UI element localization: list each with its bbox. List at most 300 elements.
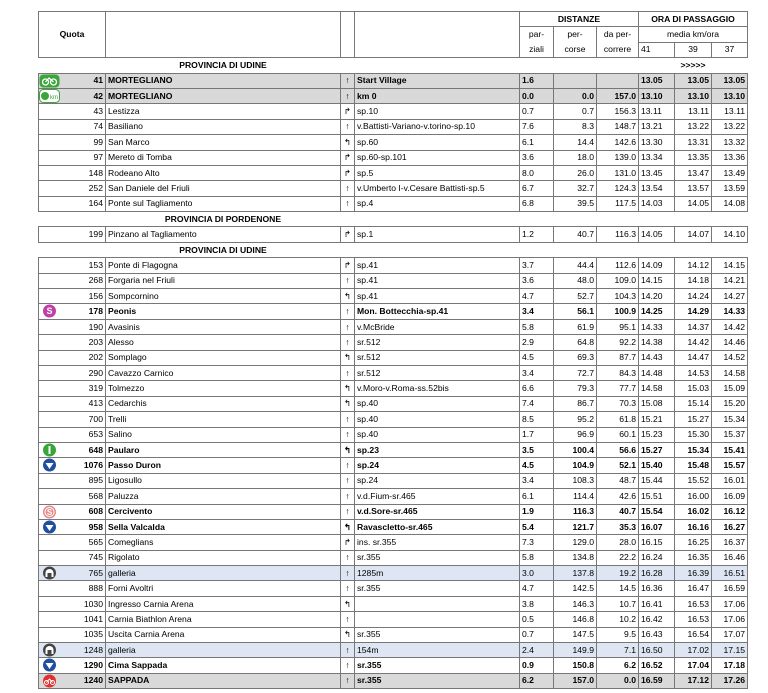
remaining-distance: 131.0 xyxy=(597,165,639,180)
road: sp.24 xyxy=(355,458,520,473)
route-row xyxy=(39,196,748,211)
route-row xyxy=(39,596,748,611)
icon-cell xyxy=(39,150,67,165)
covered-distance: 95.2 xyxy=(554,412,597,427)
remaining-distance: 77.7 xyxy=(597,381,639,396)
locality: Pinzano al Tagliamento xyxy=(106,227,341,242)
direction-icon: ↱ xyxy=(341,258,355,273)
altitude: 565 xyxy=(67,535,106,550)
road: sp.60 xyxy=(355,135,520,150)
direction-icon: ↑ xyxy=(341,473,355,488)
remaining-distance: 60.1 xyxy=(597,427,639,442)
direction-icon: ↱ xyxy=(341,165,355,180)
altitude: 1035 xyxy=(67,627,106,642)
icon-cell xyxy=(39,581,67,596)
locality: Mereto di Tomba xyxy=(106,150,341,165)
dapercorrere-header-2: correre xyxy=(597,42,639,57)
altitude: 608 xyxy=(67,504,106,519)
altitude: 568 xyxy=(67,489,106,504)
road: sr.512 xyxy=(355,350,520,365)
locality: Alesso xyxy=(106,335,341,350)
partial-distance: 3.4 xyxy=(520,304,554,319)
road: sp.1 xyxy=(355,227,520,242)
locality: Paluzza xyxy=(106,489,341,504)
locality: galleria xyxy=(106,643,341,658)
time-37: 16.09 xyxy=(712,489,748,504)
time-41: 14.09 xyxy=(639,258,675,273)
locality: Forni Avoltri xyxy=(106,581,341,596)
locality: Sompcornino xyxy=(106,289,341,304)
time-39: 14.37 xyxy=(675,319,712,334)
icon-cell xyxy=(39,135,67,150)
time-37: 16.51 xyxy=(712,566,748,581)
time-41: 14.58 xyxy=(639,381,675,396)
remaining-distance: 92.2 xyxy=(597,335,639,350)
locality: San Daniele del Friuli xyxy=(106,181,341,196)
direction-icon: ↑ xyxy=(341,673,355,688)
time-37: 13.32 xyxy=(712,135,748,150)
time-41: 15.51 xyxy=(639,489,675,504)
locality: Carnia Biathlon Arena xyxy=(106,612,341,627)
locality: Ingresso Carnia Arena xyxy=(106,596,341,611)
covered-distance: 129.0 xyxy=(554,535,597,550)
covered-distance: 8.3 xyxy=(554,119,597,134)
time-39: 15.03 xyxy=(675,381,712,396)
time-37: 14.42 xyxy=(712,319,748,334)
time-37: 14.21 xyxy=(712,273,748,288)
altitude: 43 xyxy=(67,104,106,119)
partial-distance: 5.8 xyxy=(520,319,554,334)
road: v.Battisti-Variano-v.torino-sp.10 xyxy=(355,119,520,134)
partial-distance: 6.7 xyxy=(520,181,554,196)
locality: Tolmezzo xyxy=(106,381,341,396)
remaining-distance: 14.5 xyxy=(597,581,639,596)
icon-cell xyxy=(39,273,67,288)
time-37: 14.46 xyxy=(712,335,748,350)
direction-icon: ↱ xyxy=(341,535,355,550)
time-37: 15.34 xyxy=(712,412,748,427)
time-41: 16.28 xyxy=(639,566,675,581)
covered-distance: 52.7 xyxy=(554,289,597,304)
route-row xyxy=(39,581,748,596)
dapercorrere-header-1: da per- xyxy=(597,27,639,42)
time-37: 17.18 xyxy=(712,658,748,673)
province-row xyxy=(39,242,748,257)
remaining-distance: 42.6 xyxy=(597,489,639,504)
remaining-distance: 142.6 xyxy=(597,135,639,150)
province-empty xyxy=(341,212,520,227)
covered-distance: 100.4 xyxy=(554,442,597,457)
time-37: 15.57 xyxy=(712,458,748,473)
time-39: 14.47 xyxy=(675,350,712,365)
remaining-distance: 95.1 xyxy=(597,319,639,334)
time-37: 13.49 xyxy=(712,165,748,180)
direction-arrows xyxy=(639,242,748,257)
route-row xyxy=(39,73,748,88)
time-37: 16.59 xyxy=(712,581,748,596)
locality: Trelli xyxy=(106,412,341,427)
road: sp.10 xyxy=(355,104,520,119)
partial-distance: 0.7 xyxy=(520,627,554,642)
time-39: 16.53 xyxy=(675,612,712,627)
time-37: 13.59 xyxy=(712,181,748,196)
route-row xyxy=(39,135,748,150)
altitude: 895 xyxy=(67,473,106,488)
time-39: 14.24 xyxy=(675,289,712,304)
covered-distance: 108.3 xyxy=(554,473,597,488)
partial-distance: 5.4 xyxy=(520,519,554,534)
direction-icon: ↑ xyxy=(341,273,355,288)
road: v.d.Fium-sr.465 xyxy=(355,489,520,504)
direction-icon: ↰ xyxy=(341,381,355,396)
locality: Salino xyxy=(106,427,341,442)
time-37: 17.07 xyxy=(712,627,748,642)
time-41: 14.33 xyxy=(639,319,675,334)
locality: Ponte sul Tagliamento xyxy=(106,196,341,211)
province-name: PROVINCIA DI UDINE xyxy=(106,58,341,73)
road: 154m xyxy=(355,643,520,658)
altitude: 888 xyxy=(67,581,106,596)
covered-distance: 147.5 xyxy=(554,627,597,642)
altitude: 41 xyxy=(67,73,106,88)
time-39: 13.31 xyxy=(675,135,712,150)
time-41: 16.42 xyxy=(639,612,675,627)
route-row xyxy=(39,289,748,304)
covered-distance: 114.4 xyxy=(554,489,597,504)
speed-37-header: 37 xyxy=(712,42,748,57)
start-icon xyxy=(39,74,60,88)
partial-distance: 6.2 xyxy=(520,673,554,688)
remaining-distance: 61.8 xyxy=(597,412,639,427)
time-41: 15.27 xyxy=(639,442,675,457)
partial-distance: 6.1 xyxy=(520,489,554,504)
covered-distance: 142.5 xyxy=(554,581,597,596)
time-41: 14.43 xyxy=(639,350,675,365)
speed-41-header: 41 xyxy=(639,42,675,57)
road: v.Umberto I-v.Cesare Battisti-sp.5 xyxy=(355,181,520,196)
time-41: 13.45 xyxy=(639,165,675,180)
time-39: 13.22 xyxy=(675,119,712,134)
covered-distance: 137.8 xyxy=(554,566,597,581)
tunnel-icon xyxy=(39,643,60,657)
partial-distance: 2.9 xyxy=(520,335,554,350)
remaining-distance: 84.3 xyxy=(597,365,639,380)
time-41: 16.36 xyxy=(639,581,675,596)
partial-distance: 0.7 xyxy=(520,104,554,119)
remaining-distance: 156.3 xyxy=(597,104,639,119)
remaining-distance: 6.2 xyxy=(597,658,639,673)
route-row xyxy=(39,458,748,473)
route-row xyxy=(39,673,748,688)
route-row xyxy=(39,350,748,365)
direction-icon: ↑ xyxy=(341,365,355,380)
remaining-distance: 52.1 xyxy=(597,458,639,473)
time-39: 14.18 xyxy=(675,273,712,288)
time-41: 14.25 xyxy=(639,304,675,319)
partial-distance: 6.1 xyxy=(520,135,554,150)
direction-icon: ↰ xyxy=(341,350,355,365)
altitude: 958 xyxy=(67,519,106,534)
time-37: 16.37 xyxy=(712,535,748,550)
partial-distance: 1.7 xyxy=(520,427,554,442)
time-39: 13.57 xyxy=(675,181,712,196)
locality: Ponte di Flagogna xyxy=(106,258,341,273)
route-table xyxy=(38,11,748,689)
province-empty xyxy=(39,58,106,73)
direction-icon: ↑ xyxy=(341,658,355,673)
time-37: 15.41 xyxy=(712,442,748,457)
direction-icon: ↑ xyxy=(341,88,355,103)
partial-distance: 0.9 xyxy=(520,658,554,673)
direction-icon: ↑ xyxy=(341,566,355,581)
direction-icon: ↑ xyxy=(341,612,355,627)
altitude: 202 xyxy=(67,350,106,365)
altitude: 97 xyxy=(67,150,106,165)
icon-cell xyxy=(39,119,67,134)
time-39: 13.10 xyxy=(675,88,712,103)
partial-distance: 0.0 xyxy=(520,88,554,103)
gpm3-icon xyxy=(39,658,60,672)
speed-39-header: 39 xyxy=(675,42,712,57)
icon-cell xyxy=(39,596,67,611)
remaining-distance: 109.0 xyxy=(597,273,639,288)
time-41: 16.43 xyxy=(639,627,675,642)
time-41: 15.23 xyxy=(639,427,675,442)
time-41: 13.05 xyxy=(639,73,675,88)
ora-header: ORA DI PASSAGGIO xyxy=(639,12,748,27)
icon-cell xyxy=(39,365,67,380)
remaining-distance: 112.6 xyxy=(597,258,639,273)
altitude: 156 xyxy=(67,289,106,304)
route-row xyxy=(39,643,748,658)
altitude: 252 xyxy=(67,181,106,196)
time-41: 13.21 xyxy=(639,119,675,134)
route-row xyxy=(39,165,748,180)
percorse-header-2: corse xyxy=(554,42,597,57)
province-empty xyxy=(520,58,639,73)
road xyxy=(355,612,520,627)
covered-distance: 104.9 xyxy=(554,458,597,473)
route-row xyxy=(39,550,748,565)
road: sp.4 xyxy=(355,196,520,211)
time-39: 16.35 xyxy=(675,550,712,565)
remaining-distance: 0.0 xyxy=(597,673,639,688)
altitude: 1240 xyxy=(67,673,106,688)
icon-cell xyxy=(39,289,67,304)
time-37: 13.10 xyxy=(712,88,748,103)
direction-icon: ↑ xyxy=(341,181,355,196)
time-39: 15.14 xyxy=(675,396,712,411)
time-39: 14.42 xyxy=(675,335,712,350)
altitude: 1290 xyxy=(67,658,106,673)
partial-distance: 3.7 xyxy=(520,258,554,273)
tunnel-icon xyxy=(39,566,60,580)
time-37: 17.15 xyxy=(712,643,748,658)
time-39: 17.04 xyxy=(675,658,712,673)
partial-distance: 3.6 xyxy=(520,273,554,288)
time-41: 14.20 xyxy=(639,289,675,304)
road: sp.41 xyxy=(355,289,520,304)
time-41: 16.59 xyxy=(639,673,675,688)
finish-icon xyxy=(39,674,60,688)
time-37: 13.36 xyxy=(712,150,748,165)
direction-icon: ↱ xyxy=(341,104,355,119)
remaining-distance: 19.2 xyxy=(597,566,639,581)
time-41: 15.40 xyxy=(639,458,675,473)
icon-cell xyxy=(39,335,67,350)
covered-distance: 157.0 xyxy=(554,673,597,688)
time-41: 13.34 xyxy=(639,150,675,165)
time-39: 14.53 xyxy=(675,365,712,380)
partial-distance: 6.6 xyxy=(520,381,554,396)
direction-icon: ↑ xyxy=(341,119,355,134)
road xyxy=(355,596,520,611)
altitude: 765 xyxy=(67,566,106,581)
altitude: 1041 xyxy=(67,612,106,627)
route-row xyxy=(39,427,748,442)
covered-distance: 96.9 xyxy=(554,427,597,442)
remaining-distance: 104.3 xyxy=(597,289,639,304)
route-row xyxy=(39,319,748,334)
locality: MORTEGLIANO xyxy=(106,73,341,88)
covered-distance: 79.3 xyxy=(554,381,597,396)
time-37: 16.12 xyxy=(712,504,748,519)
remaining-distance: 157.0 xyxy=(597,88,639,103)
route-row xyxy=(39,627,748,642)
covered-distance: 32.7 xyxy=(554,181,597,196)
route-row xyxy=(39,104,748,119)
province-empty xyxy=(520,242,639,257)
parziali-header-1: par- xyxy=(520,27,554,42)
time-37: 17.06 xyxy=(712,612,748,627)
partial-distance: 7.4 xyxy=(520,396,554,411)
road: sp.40 xyxy=(355,412,520,427)
remaining-distance: 56.6 xyxy=(597,442,639,457)
province-name: PROVINCIA DI UDINE xyxy=(106,242,341,257)
route-row xyxy=(39,335,748,350)
partial-distance: 1.6 xyxy=(520,73,554,88)
time-39: 16.25 xyxy=(675,535,712,550)
time-37: 14.27 xyxy=(712,289,748,304)
remaining-distance: 87.7 xyxy=(597,350,639,365)
partial-distance: 0.5 xyxy=(520,612,554,627)
province-empty xyxy=(39,242,106,257)
covered-distance: 86.7 xyxy=(554,396,597,411)
time-37: 15.37 xyxy=(712,427,748,442)
covered-distance: 64.8 xyxy=(554,335,597,350)
locality: Lestizza xyxy=(106,104,341,119)
covered-distance: 0.7 xyxy=(554,104,597,119)
remaining-distance: 22.2 xyxy=(597,550,639,565)
icon-cell xyxy=(39,489,67,504)
time-37: 13.22 xyxy=(712,119,748,134)
altitude: 648 xyxy=(67,442,106,457)
altitude: 199 xyxy=(67,227,106,242)
covered-distance: 18.0 xyxy=(554,150,597,165)
sprint-icon xyxy=(39,304,60,318)
remaining-distance: 117.5 xyxy=(597,196,639,211)
locality: Cedarchis xyxy=(106,396,341,411)
time-39: 14.29 xyxy=(675,304,712,319)
covered-distance: 14.4 xyxy=(554,135,597,150)
remaining-distance: 139.0 xyxy=(597,150,639,165)
gpm2-icon xyxy=(39,520,60,534)
partial-distance: 6.8 xyxy=(520,196,554,211)
time-41: 13.54 xyxy=(639,181,675,196)
road: v.d.Sore-sr.465 xyxy=(355,504,520,519)
route-row xyxy=(39,88,748,103)
altitude: 700 xyxy=(67,412,106,427)
altitude: 653 xyxy=(67,427,106,442)
direction-icon: ↑ xyxy=(341,489,355,504)
altitude: 413 xyxy=(67,396,106,411)
locality: Rigolato xyxy=(106,550,341,565)
time-39: 14.05 xyxy=(675,196,712,211)
time-41: 16.50 xyxy=(639,643,675,658)
road: sp.41 xyxy=(355,273,520,288)
locality: Cavazzo Carnico xyxy=(106,365,341,380)
percorse-header-1: per- xyxy=(554,27,597,42)
remaining-distance: 10.2 xyxy=(597,612,639,627)
route-row xyxy=(39,658,748,673)
icon-cell xyxy=(39,412,67,427)
remaining-distance: 148.7 xyxy=(597,119,639,134)
partial-distance: 3.0 xyxy=(520,566,554,581)
time-41: 16.41 xyxy=(639,596,675,611)
road: sr.355 xyxy=(355,581,520,596)
altitude: 745 xyxy=(67,550,106,565)
remaining-distance: 100.9 xyxy=(597,304,639,319)
time-37: 16.27 xyxy=(712,519,748,534)
time-39: 15.34 xyxy=(675,442,712,457)
road: sr.355 xyxy=(355,658,520,673)
road: sr.355 xyxy=(355,550,520,565)
time-37: 17.26 xyxy=(712,673,748,688)
covered-distance: 39.5 xyxy=(554,196,597,211)
direction-icon: ↑ xyxy=(341,427,355,442)
covered-distance: 44.4 xyxy=(554,258,597,273)
locality: Ligosullo xyxy=(106,473,341,488)
icon-cell xyxy=(39,104,67,119)
altitude: 42 xyxy=(67,88,106,103)
partial-distance: 5.8 xyxy=(520,550,554,565)
locality: Basiliano xyxy=(106,119,341,134)
route-row xyxy=(39,396,748,411)
road: sp.40 xyxy=(355,396,520,411)
remaining-distance: 10.7 xyxy=(597,596,639,611)
direction-icon: ↑ xyxy=(341,643,355,658)
time-37: 13.11 xyxy=(712,104,748,119)
sprint2-icon xyxy=(39,505,60,519)
covered-distance: 40.7 xyxy=(554,227,597,242)
direction-icon: ↰ xyxy=(341,519,355,534)
time-39: 16.16 xyxy=(675,519,712,534)
time-39: 13.47 xyxy=(675,165,712,180)
road: Mon. Bottecchia-sp.41 xyxy=(355,304,520,319)
covered-distance: 121.7 xyxy=(554,519,597,534)
time-41: 13.30 xyxy=(639,135,675,150)
road: sp.23 xyxy=(355,442,520,457)
route-row xyxy=(39,442,748,457)
time-37: 14.10 xyxy=(712,227,748,242)
media-header: media km/ora xyxy=(639,27,748,42)
covered-distance: 72.7 xyxy=(554,365,597,380)
distanze-header: DISTANZE xyxy=(520,12,639,27)
remaining-distance: 48.7 xyxy=(597,473,639,488)
road: sp.40 xyxy=(355,427,520,442)
route-row xyxy=(39,381,748,396)
direction-icon: ↑ xyxy=(341,550,355,565)
